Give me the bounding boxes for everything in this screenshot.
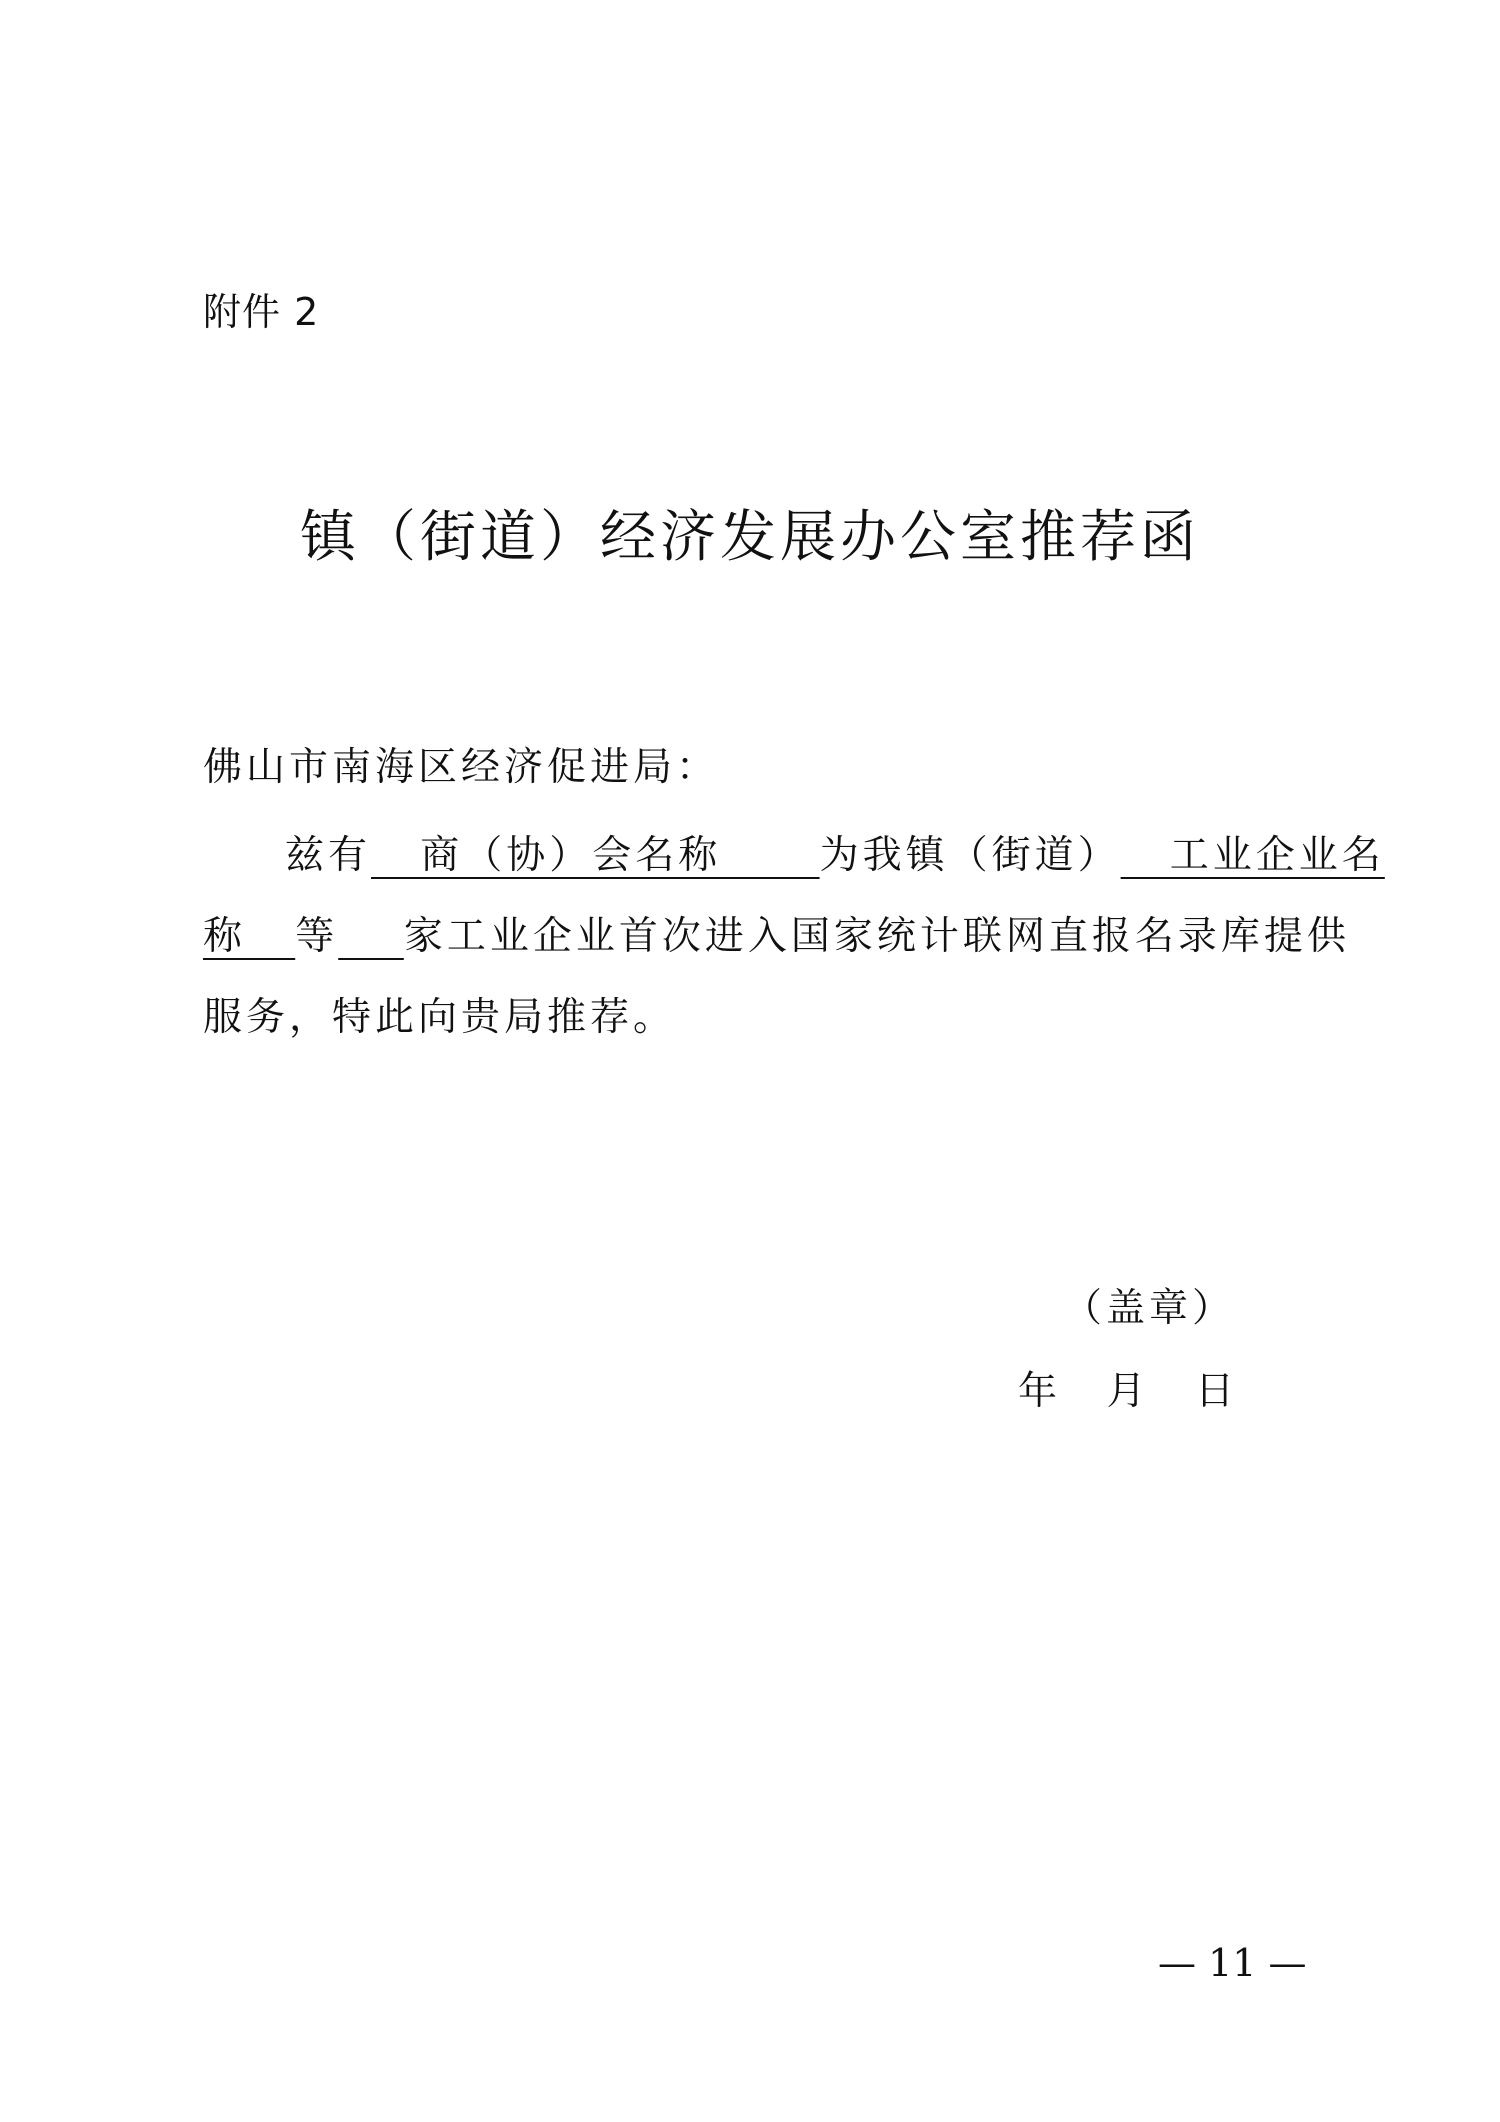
company-name-field-continued: 称 (203, 914, 296, 959)
company-count-field (338, 914, 404, 959)
letter-body (203, 815, 1385, 1058)
body-text-deng: 等 (295, 914, 339, 959)
salutation: 佛山市南海区经济促进局： (203, 745, 720, 790)
body-text-suffix: 家工业企业首次进入国家统计联网直报名录库提供 (403, 914, 1350, 959)
body-line-3: 服务，特此向贵局推荐。 (203, 995, 677, 1040)
page-number: — 11 — (1158, 1941, 1307, 1985)
annex-label: 附件 2 (203, 290, 320, 334)
company-name-field: 工业企业名 (1120, 833, 1385, 878)
seal-placeholder: （盖章） (1063, 1286, 1236, 1331)
date-line: 年 月 日 (1018, 1369, 1235, 1414)
body-line-1 (203, 815, 1385, 896)
document-title: 镇（街道）经济发展办公室推荐函 (300, 505, 1200, 570)
body-text-prefix: 兹有 (285, 833, 372, 878)
body-text-middle: 为我镇（街道） (819, 833, 1121, 878)
chamber-name-field: 商（协）会名称 (371, 833, 820, 878)
body-line-2 (203, 896, 1350, 977)
